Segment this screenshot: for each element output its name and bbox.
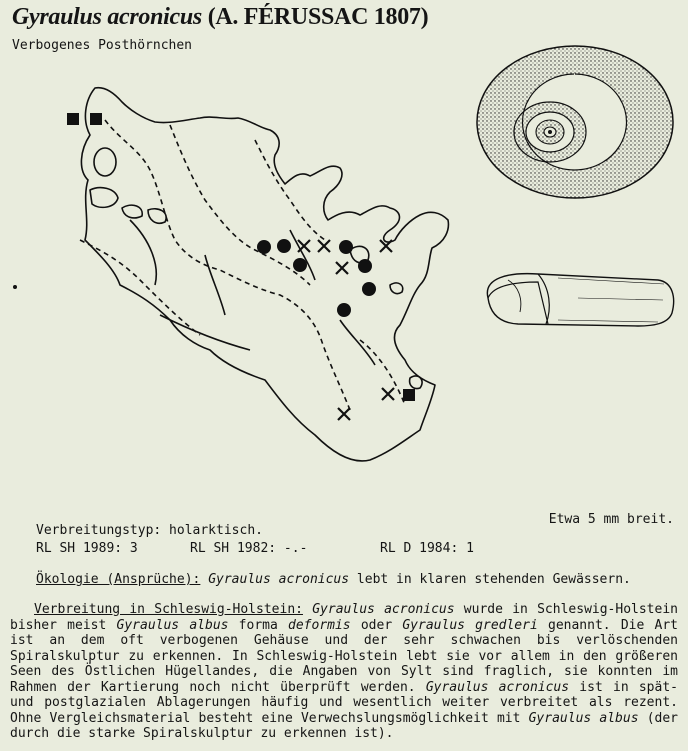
map-outline: [81, 88, 448, 461]
text-span: [303, 602, 312, 617]
oekologie-species: Gyraulus acronicus: [208, 572, 350, 587]
shell-side-illustration: [478, 268, 678, 332]
oekologie-line: [36, 572, 631, 587]
map-marker-square: [67, 113, 79, 125]
map-marker-cross: [318, 240, 330, 252]
map-marker-square: [90, 113, 102, 125]
oekologie-text: lebt in klaren stehenden Gewässern.: [349, 572, 631, 587]
text-span: ist in spät- und postglazialen Ablagerungen häufig und wesentlich weiter verbreitet als rezent. Ohne Vergleichsmaterial besteht eine Verwechslungsmöglichkeit mit: [10, 679, 678, 726]
map-marker-dot: [257, 240, 271, 254]
title-species: Gyraulus acronicus: [12, 4, 202, 30]
text-span: forma: [228, 617, 289, 633]
species-name: deformis: [288, 617, 351, 633]
map-marker-dot: [358, 259, 372, 273]
distribution-map: [60, 80, 460, 490]
species-name: Gyraulus acronicus: [425, 679, 570, 695]
species-name: Gyraulus acronicus: [312, 602, 455, 617]
verbreitung-paragraph: [10, 602, 678, 742]
page-title: [12, 4, 428, 31]
title-authority: (A. FÉRUSSAC 1807): [207, 4, 429, 30]
map-marker-dot: [362, 282, 376, 296]
rl-sh-1989: RL SH 1989: 3: [36, 541, 138, 556]
text-span: oder: [350, 617, 403, 633]
oekologie-label: Ökologie (Ansprüche):: [36, 572, 201, 587]
text-span: genannt. Die Art ist an dem oft verbogenen Gehäuse und der sehr schwachen bis verlöschenden Spiralskulptur zu erkennen. In Schleswig-Holstein lebt sie vor allem in den größeren Seen des Östlichen Hügellandes, die Angaben von Sylt sind fraglich, sie konnten im Rahmen der Kartierung noch nicht überprüft werden.: [10, 617, 678, 695]
text-span: (der durch die starke Spiralskulptur zu erkennen ist).: [10, 710, 679, 741]
map-marker-cross: [382, 388, 394, 400]
map-marker-cross: [338, 408, 350, 420]
shell-top-illustration: [470, 40, 680, 200]
species-name: Gyraulus albus: [528, 710, 639, 726]
common-name: Verbogenes Posthörnchen: [12, 38, 193, 53]
size-note: Etwa 5 mm breit.: [548, 512, 674, 527]
map-marker-cross: [336, 262, 348, 274]
species-name: Gyraulus albus: [116, 617, 229, 633]
rl-sh-1982: RL SH 1982: -.-: [190, 541, 308, 556]
species-name: Gyraulus gredleri: [402, 617, 538, 633]
map-marker-square: [403, 389, 415, 401]
text-span: wurde in Schleswig-Holstein bisher meist: [10, 602, 678, 633]
map-marker-dot: [339, 240, 353, 254]
map-marker-dot: [337, 303, 351, 317]
map-marker-cross: [298, 240, 310, 252]
distribution-type: Verbreitungstyp: holarktisch.: [36, 523, 263, 538]
map-marker-dot: [293, 258, 307, 272]
stray-dot: [13, 285, 17, 289]
map-marker-dot: [277, 239, 291, 253]
rl-d-1984: RL D 1984: 1: [380, 541, 474, 556]
verbreitung-label: Verbreitung in Schleswig-Holstein:: [34, 602, 303, 617]
